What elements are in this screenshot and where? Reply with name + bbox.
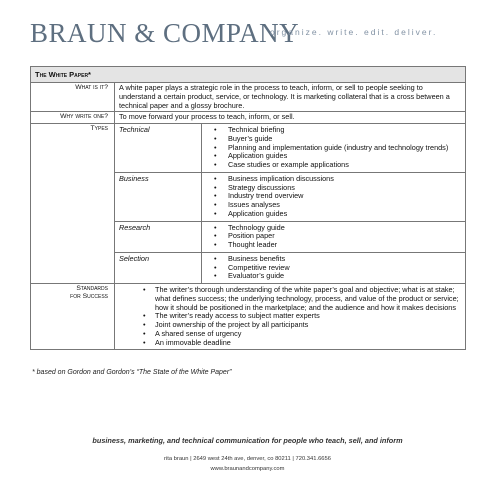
list-item: • Application guides [220, 210, 461, 219]
table-row [31, 83, 466, 112]
list-item: • Buyer’s guide [220, 135, 461, 144]
why-text: To move forward your process to teach, inform, or sell. [115, 112, 466, 124]
type-row [115, 252, 465, 283]
standards-label-line: for Success [70, 293, 108, 301]
footer-address: rita braun | 2649 west 24th ave, denver, co 80211 | 720.341.6656 [164, 456, 331, 462]
footer-tagline: business, marketing, and technical communication for people who teach, sell, and inform [92, 436, 403, 445]
types-cell [115, 124, 466, 284]
list-item: • Business implication discussions [220, 175, 461, 184]
table-row [31, 112, 466, 124]
what-text: A white paper plays a strategic role in the process to teach, inform, or sell to people seeking to understand a certain product, service, or technology. It is marketing collateral that is a cross between a technical paper and a glossy brochure. [115, 83, 466, 112]
list-item: • Technology guide [220, 224, 461, 233]
standards-list [115, 286, 461, 347]
type-name: Selection [115, 252, 202, 283]
table-title-row [31, 67, 466, 83]
company-tagline: organize. write. edit. deliver. [270, 27, 438, 37]
what-label: What is it? [31, 83, 115, 112]
list-item: • The writer’s ready access to subject matter experts [145, 312, 461, 321]
types-label: Types [31, 124, 115, 284]
table-row [31, 284, 466, 350]
types-subtable [115, 124, 465, 283]
list-item: • Issues analyses [220, 201, 461, 210]
type-row [115, 124, 465, 172]
why-label: Why write one? [31, 112, 115, 124]
standards-label [31, 284, 115, 350]
footnote: * based on Gordon and Gordon’s “The State of the White Paper” [32, 369, 232, 376]
type-name: Research [115, 221, 202, 252]
table-title: The White Paper* [31, 67, 466, 83]
list-item: • Position paper [220, 232, 461, 241]
type-items [206, 126, 461, 170]
list-item: • Competitive review [220, 264, 461, 273]
company-logo: BRAUN & COMPANY [30, 18, 300, 48]
standards-label-line: Standards [76, 285, 108, 292]
footer-website: www.braunandcompany.com [210, 466, 285, 472]
list-item: • Evaluator’s guide [220, 272, 461, 281]
list-item: • Planning and implementation guide (industry and technology trends) [220, 144, 461, 153]
table-row [31, 124, 466, 284]
white-paper-table [30, 66, 466, 350]
type-items [206, 175, 461, 219]
list-item: • Industry trend overview [220, 192, 461, 201]
list-item: • Application guides [220, 152, 461, 161]
type-row [115, 172, 465, 221]
list-item: • Case studies or example applications [220, 161, 461, 170]
list-item: • An immovable deadline [145, 339, 461, 348]
list-item: • Technical briefing [220, 126, 461, 135]
list-item: • The writer’s thorough understanding of the white paper’s goal and objective; what is at stake; what defines success; the underlying technology, process, and value of the product or service; how it should be positioned in the marketplace; and the audience and how it makes decisions [145, 286, 461, 312]
list-item: • Thought leader [220, 241, 461, 250]
standards-cell [115, 284, 466, 350]
type-name: Technical [115, 124, 202, 172]
letterhead [30, 18, 470, 52]
list-item: • A shared sense of urgency [145, 330, 461, 339]
list-item: • Business benefits [220, 255, 461, 264]
type-items [206, 224, 461, 250]
type-row [115, 221, 465, 252]
type-items [206, 255, 461, 281]
list-item: • Joint ownership of the project by all participants [145, 321, 461, 330]
list-item: • Strategy discussions [220, 184, 461, 193]
type-name: Business [115, 172, 202, 221]
